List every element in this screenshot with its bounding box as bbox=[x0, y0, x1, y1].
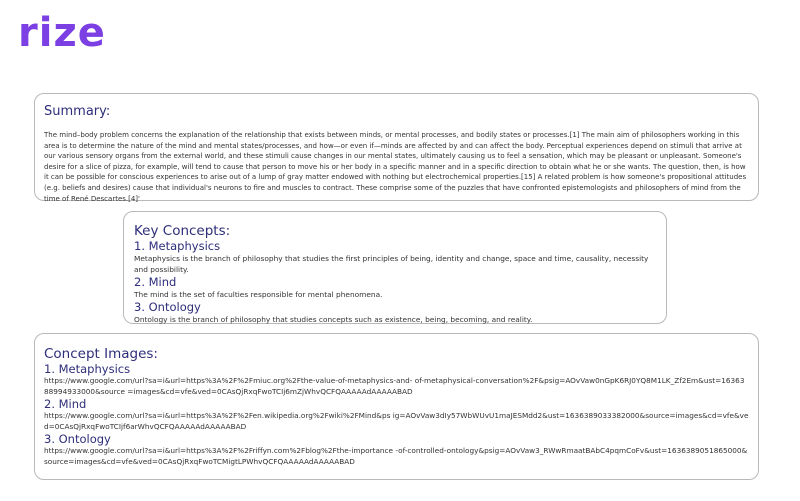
image-item-mind bbox=[44, 398, 749, 432]
key-concepts-title: Key Concepts: bbox=[134, 223, 231, 239]
concept-text: Ontology is the branch of philosophy that studies concepts such as existence, being, becoming, and reality. bbox=[134, 315, 533, 324]
image-item-metaphysics bbox=[44, 363, 749, 397]
concept-item-metaphysics bbox=[134, 240, 656, 275]
concept-heading: 2. Mind bbox=[134, 275, 177, 289]
concept-text: Metaphysics is the branch of philosophy that studies the first principles of being, identity and change, space and time, causality, necessity and possibility. bbox=[134, 254, 649, 274]
logo-text: rize bbox=[18, 10, 106, 56]
concept-heading: 1. Metaphysics bbox=[134, 239, 221, 253]
image-heading: 3. Ontology bbox=[44, 432, 111, 446]
image-heading: 2. Mind bbox=[44, 397, 87, 411]
image-heading: 1. Metaphysics bbox=[44, 362, 131, 376]
concept-text: The mind is the set of faculties responsible for mental phenomena. bbox=[134, 290, 383, 299]
concept-images-card bbox=[34, 333, 759, 480]
concept-item-ontology bbox=[134, 301, 656, 325]
rize-logo bbox=[18, 9, 106, 57]
image-url-link[interactable]: https://www.google.com/url?sa=i&url=https%3A%2F%2Fmiuc.org%2Fthe-value-of-metaphysics-and- of-metaphysical-conversation%2F&psig=AOvVaw0nGpK6RJ0YQ8M1LK_Zf2Em&ust=1636388994933000&source =images&cd=vfe&ved=0CAsQjRxqFwoTCIj6mZjWhvQCFQAAAAAdAAAAABAD bbox=[44, 376, 745, 396]
summary-card bbox=[34, 93, 759, 201]
image-item-ontology bbox=[44, 433, 749, 467]
image-url-link[interactable]: https://www.google.com/url?sa=i&url=https%3A%2F%2Fen.wikipedia.org%2Fwiki%2FMind&ps ig=AOvVaw3dIy57WbWUvU1maJESMdd2&ust=1636389033382000&source=images&cd=vfe&ved=0CAsQjRxqFwoTCIjf6arWhvQCFQAAAAAdAAAAABAD bbox=[44, 411, 749, 431]
summary-title: Summary: bbox=[44, 104, 111, 119]
concept-item-mind bbox=[134, 276, 656, 300]
image-url-link[interactable]: https://www.google.com/url?sa=i&url=https%3A%2F%2Friffyn.com%2Fblog%2Fthe-importance -of-controlled-ontology&psig=AOvVaw3_RWwRmaatBAbC4pqmCoFv&ust=1636389051865000&source=images&cd=vfe&ved=0CAsQjRxqFwoTCMigtLPWhvQCFQAAAAAdAAAAABAD bbox=[44, 446, 748, 466]
key-concepts-card bbox=[123, 211, 667, 324]
concept-images-title: Concept Images: bbox=[44, 346, 158, 362]
concept-heading: 3. Ontology bbox=[134, 300, 201, 314]
summary-text: The mind–body problem concerns the explanation of the relationship that exists between minds, or mental processes, and bodily states or processes.[1] The main aim of philosophers working in this area is to determine the nature of the mind and mental states/processes, and how—or even if—minds are affected by and can affect the body. Perceptual experiences depend on stimuli that arrive at our various sensory organs from the external world, and these stimuli cause changes in our mental states, ultimately causing us to feel a sensation, which may be pleasant or unpleasant. Someone's desire for a slice of pizza, for example, will tend to cause that person to move his or her body in a specific manner and in a specific direction to obtain what he or she wants. The question, then, is how it can be possible for conscious experiences to arise out of a lump of gray matter endowed with nothing but electrochemical properties.[15] A related problem is how someone's propositional attitudes (e.g. beliefs and desires) cause that individual's neurons to fire and muscles to contract. These comprise some of the puzzles that have confronted epistemologists and philosophers of mind from the time of René Descartes.[4]' bbox=[44, 131, 747, 203]
